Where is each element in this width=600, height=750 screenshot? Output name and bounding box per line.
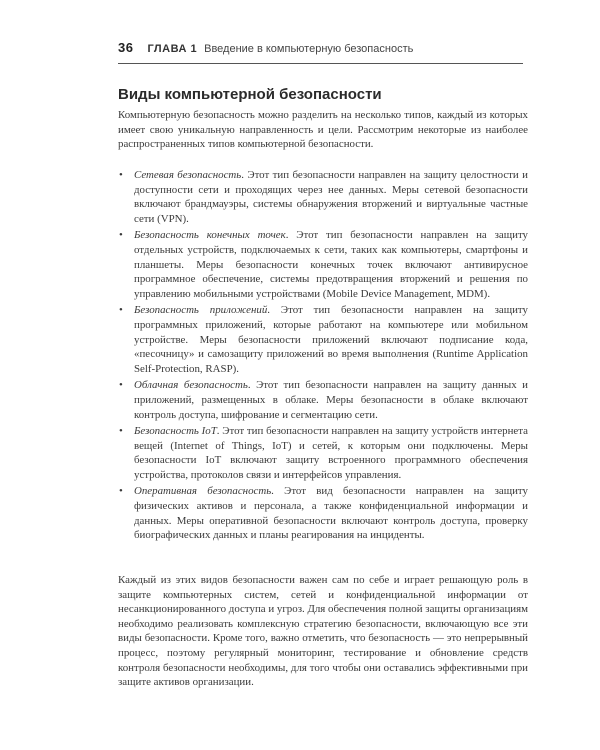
item-term: Безопасность конечных точек [134, 229, 286, 242]
item-text: . Этот тип безопасности направлен на защиту устройств интернета вещей (Internet of Things, IoT) и сетей, к которым они подключены. Меры безопасности IoT включают защиту встроенного программного обеспечения устройства, протоколов связи и интерфейсов управления. [134, 425, 528, 481]
security-types-list [118, 168, 528, 545]
bullet-icon: • [119, 485, 123, 498]
item-text: . Этот тип безопасности направлен на защиту данных и приложений, размещенных в облаке. Меры безопасности в облаке включают контроль доступа, шифрование и сегментацию сети. [134, 379, 528, 421]
item-term: Сетевая безопасность [134, 169, 242, 181]
list-item [118, 228, 528, 301]
list-item [118, 484, 528, 542]
list-item [118, 424, 528, 482]
bullet-icon: • [119, 425, 123, 438]
bullet-icon: • [119, 229, 123, 242]
bullet-icon: • [119, 304, 123, 317]
item-text: . Этот тип безопасности направлен на защиту программных приложений, которые работают на компьютере или мобильном устройстве. Меры безопасности приложений включают подписание кода, «песочницу» и самозащиту приложений во время выполнения (Runtime Application Self-Protection, RASP). [134, 304, 528, 375]
list-item [118, 378, 528, 422]
chapter-label: ГЛАВА 1 [147, 43, 198, 55]
item-term: Облачная безопасность [134, 379, 248, 392]
running-head [118, 40, 523, 64]
list-item [118, 303, 528, 376]
section-title: Виды компьютерной безопасности [118, 86, 382, 103]
bullet-icon: • [119, 169, 123, 181]
item-text: . Этот вид безопасности направлен на защиту физических активов и персонала, а также конфиденциальной информации и данных. Меры оперативной безопасности включают контроль доступа, проверку биографических данных и планы реагирования на инциденты. [134, 485, 528, 542]
item-term: Безопасность приложений [134, 304, 268, 317]
item-text: . Этот тип безопасности направлен на защиту целостности и доступности сети и проходящих через нее данных. Меры сетевой безопасности включают брандмауэры, системы обнаружения вторжений и виртуальные частные сети (VPN). [134, 169, 528, 225]
intro-paragraph: Компьютерную безопасность можно разделить на несколько типов, каждый из которых имеет свою уникальную направленность и цели. Рассмотрим некоторые из наиболее распространенных типов компьютерной безопасности. [118, 109, 528, 151]
chapter-title: Введение в компьютерную безопасность [204, 43, 414, 55]
conclusion-paragraph: Каждый из этих видов безопасности важен сам по себе и играет решающую роль в защите компьютерных систем, сетей и конфиденциальной информации от несанкционированного доступа и угроз. Для обеспечения полной защиты организациям необходимо реализовать комплексную стратегию безопасности, включающую все эти виды безопасности. Кроме того, важно отметить, что безопасность — это непрерывный процесс, поэтому регулярный мониторинг, тестирование и обновление средств контроля безопасности необходимы, для того чтобы они оставались эффективными при защите активов организации. [118, 574, 528, 689]
list-item [118, 168, 528, 226]
page-number: 36 [118, 40, 134, 55]
bullet-icon: • [119, 379, 123, 392]
item-text: . Этот тип безопасности направлен на защиту отдельных устройств, подключаемых к сети, таких как компьютеры, смартфоны и планшеты. Меры безопасности конечных точек включают антивирусное программное обеспечение, системы предотвращения вторжений и решения по управлению мобильными устройствами (Mobile Device Management, MDM). [134, 229, 528, 300]
item-term: Безопасность IoT [134, 425, 217, 438]
item-term: Оперативная безопасность [134, 485, 272, 498]
